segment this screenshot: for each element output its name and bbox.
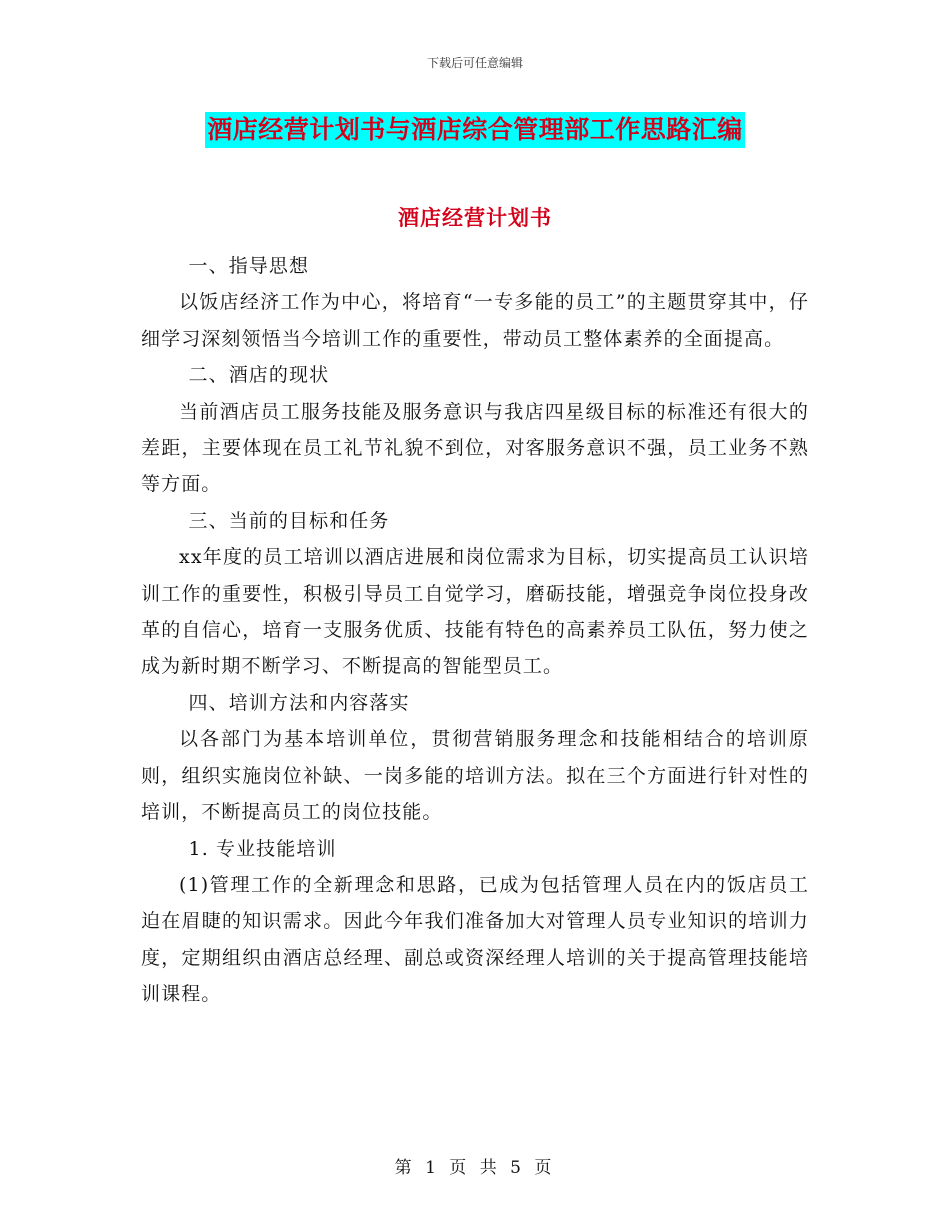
paragraph: 当前酒店员工服务技能及服务意识与我店四星级目标的标准还有很大的差距，主要体现在员工礼节礼貌不到位，对客服务意识不强，员工业务不熟等方面。: [141, 400, 809, 496]
section-title: 酒店经营计划书: [398, 205, 552, 230]
paragraph: (1)管理工作的全新理念和思路，已成为包括管理人员在内的饭店员工迫在眉睫的知识需求。因此今年我们准备加大对管理人员专业知识的培训力度，定期组织由酒店总经理、副总或资深经理人培训的关于提高管理技能培训课程。: [141, 873, 809, 1006]
paragraph: 以饭店经济工作为中心，将培育“一专多能的员工”的主题贯穿其中，仔细学习深刻领悟当今培训工作的重要性，带动员工整体素养的全面提高。: [141, 291, 809, 350]
header-note: 下载后可任意编辑: [426, 56, 523, 70]
document-title: [0, 112, 950, 148]
heading-training-methods: 四、培训方法和内容落实: [188, 691, 410, 714]
heading-goals-tasks: 三、当前的目标和任务: [188, 509, 390, 532]
heading-guiding-ideology: 一、指导思想: [188, 255, 310, 277]
document-title-text: 酒店经营计划书与酒店综合管理部工作思路汇编: [205, 112, 745, 148]
paragraph: xx年度的员工培训以酒店进展和岗位需求为目标，切实提高员工认识培训工作的重要性，积极引导员工自觉学习，磨砺技能，增强竞争岗位投身改革的自信心，培育一支服务优质、技能有特色的高素养员工队伍，努力使之成为新时期不断学习、不断提高的智能型员工。: [141, 546, 809, 678]
page-footer: 第 1 页 共 5 页: [394, 1158, 556, 1178]
paragraph: 以各部门为基本培训单位，贯彻营销服务理念和技能相结合的培训原则，组织实施岗位补缺、一岗多能的培训方法。拟在三个方面进行针对性的培训，不断提高员工的岗位技能。: [141, 728, 809, 824]
document-body: [141, 248, 809, 1013]
heading-professional-skills: 1. 专业技能培训: [188, 837, 337, 860]
heading-hotel-status: 二、酒店的现状: [188, 364, 330, 387]
